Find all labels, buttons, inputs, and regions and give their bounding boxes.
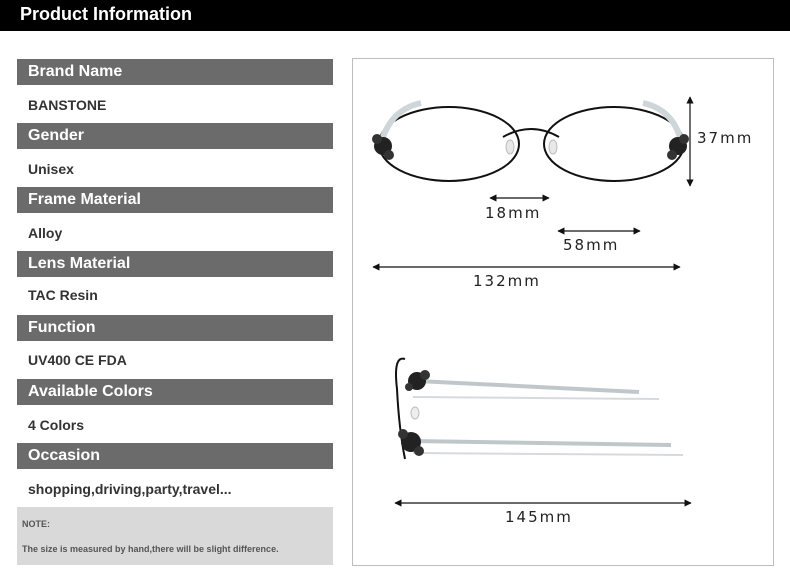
dimensions-panel: [352, 58, 774, 566]
spec-label-occasion: Occasion: [17, 443, 333, 469]
spec-label-function: Function: [17, 315, 333, 341]
product-information-header: [0, 0, 790, 31]
spec-value-lens-material: TAC Resin: [28, 287, 98, 303]
lens-width-label: 58mm: [563, 236, 620, 254]
spec-value-available-colors: 4 Colors: [28, 417, 85, 433]
spec-value-function: UV400 CE FDA: [28, 352, 127, 368]
spec-label-available-colors: Available Colors: [17, 379, 333, 405]
spec-value-gender: Unisex: [28, 161, 74, 177]
spec-label-gender: Gender: [17, 123, 333, 149]
spec-label-frame-material: Frame Material: [17, 187, 333, 213]
spec-value-occasion: shopping,driving,party,travel...: [28, 481, 232, 497]
spec-label-brand-name: Brand Name: [17, 59, 333, 85]
lens-height-label: 37mm: [697, 129, 754, 147]
spec-value-brand-name: BANSTONE: [28, 97, 107, 113]
header-title: Product Information: [20, 4, 192, 24]
bridge-width-label: 18mm: [485, 204, 542, 222]
frame-width-label: 132mm: [473, 272, 541, 290]
front-view-glasses: [372, 103, 689, 181]
spec-label-lens-material: Lens Material: [17, 251, 333, 277]
note-title: NOTE:: [22, 519, 50, 529]
side-view-glasses: [396, 359, 683, 459]
note-text: The size is measured by hand,there will be slight difference.: [22, 544, 279, 554]
temple-length-label: 145mm: [505, 508, 573, 526]
spec-value-frame-material: Alloy: [28, 225, 63, 241]
measurement-note: [17, 507, 333, 565]
